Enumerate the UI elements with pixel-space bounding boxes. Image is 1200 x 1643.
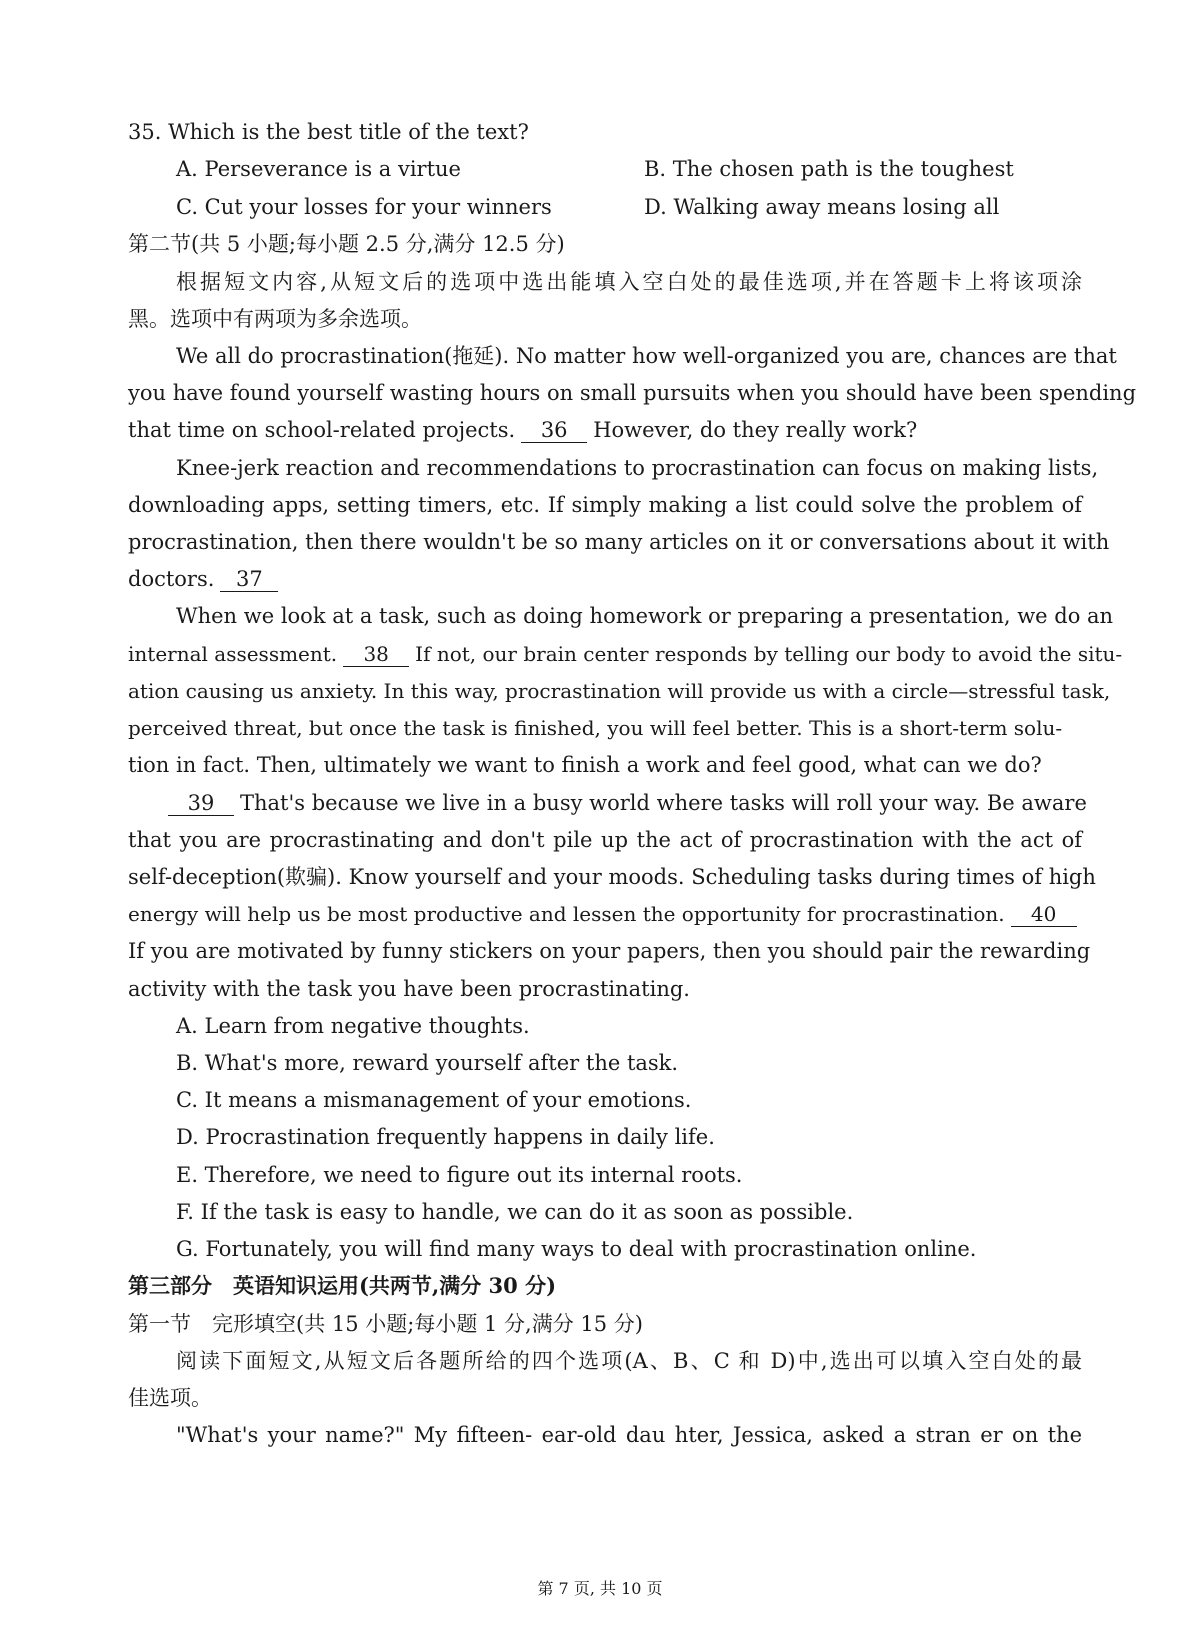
question-35-stem: 35. Which is the best title of the text?: [128, 120, 529, 144]
passage-text: that time on school-related projects.: [128, 418, 516, 442]
blank-38[interactable]: 38: [343, 642, 409, 667]
passage-line: We all do procrastination(拖延). No matter how well-organized you are, chances are that: [176, 344, 1117, 368]
blank-37[interactable]: 37: [220, 567, 278, 592]
part-3-instruction: 阅读下面短文,从短文后各题所给的四个选项(A、B、C 和 D)中,选出可以填入空白处的最: [176, 1349, 1082, 1373]
passage-line: perceived threat, but once the task is finished, you will feel better. This is a short-term solu-: [128, 716, 1063, 740]
passage-text: That's because we live in a busy world where tasks will roll your way. Be aware: [240, 791, 1087, 815]
answer-option-g: G. Fortunately, you will find many ways to deal with procrastination online.: [176, 1237, 977, 1261]
passage-line: If you are motivated by funny stickers on your papers, then you should pair the rewarding: [128, 939, 1091, 963]
passage-line: [128, 788, 1087, 818]
passage-line: self-deception(欺骗). Know yourself and your moods. Scheduling tasks during times of high: [128, 865, 1096, 889]
cloze-first-line: "What's your name?" My fifteen- ear-old dau hter, Jessica, asked a stran er on the: [176, 1423, 1082, 1447]
blank-40[interactable]: 40: [1011, 902, 1077, 927]
answer-option-c: C. It means a mismanagement of your emotions.: [176, 1088, 692, 1112]
passage-line: that you are procrastinating and don't pile up the act of procrastination with the act of: [128, 828, 1082, 852]
blank-36[interactable]: 36: [521, 418, 587, 443]
section-2-instruction: 根据短文内容,从短文后的选项中选出能填入空白处的最佳选项,并在答题卡上将该项涂: [176, 270, 1082, 294]
section-2-header: 第二节(共 5 小题;每小题 2.5 分,满分 12.5 分): [128, 232, 565, 256]
passage-text: However, do they really work?: [593, 418, 918, 442]
passage-line: [128, 564, 1082, 594]
page-footer: 第 7 页, 共 10 页: [537, 1579, 663, 1598]
option-35-d: D. Walking away means losing all: [644, 195, 1000, 219]
option-35-a: A. Perseverance is a virtue: [176, 157, 461, 181]
part-3-instruction-cont: 佳选项。: [128, 1386, 212, 1410]
option-35-b: B. The chosen path is the toughest: [644, 157, 1014, 181]
passage-text: internal assessment.: [128, 642, 338, 666]
answer-option-b: B. What's more, reward yourself after the task.: [176, 1051, 679, 1075]
section-2-instruction-cont: 黑。选项中有两项为多余选项。: [128, 307, 422, 331]
part-3-section-1-header: 第一节 完形填空(共 15 小题;每小题 1 分,满分 15 分): [128, 1312, 643, 1336]
passage-line: [128, 639, 1123, 669]
answer-option-e: E. Therefore, we need to figure out its internal roots.: [176, 1163, 743, 1187]
passage-line: Knee-jerk reaction and recommendations to procrastination can focus on making lists,: [176, 456, 1099, 480]
answer-option-f: F. If the task is easy to handle, we can do it as soon as possible.: [176, 1200, 854, 1224]
passage-line: downloading apps, setting timers, etc. If simply making a list could solve the problem of: [128, 493, 1082, 517]
passage-line: When we look at a task, such as doing homework or preparing a presentation, we do an: [176, 604, 1114, 628]
passage-text: energy will help us be most productive and lessen the opportunity for procrastination.: [128, 902, 1005, 926]
passage-line: [128, 415, 1082, 445]
passage-line: [128, 899, 1082, 929]
passage-line: activity with the task you have been procrastinating.: [128, 977, 690, 1001]
answer-option-a: A. Learn from negative thoughts.: [176, 1014, 530, 1038]
passage-line: you have found yourself wasting hours on small pursuits when you should have been spending: [128, 381, 1137, 405]
option-35-c: C. Cut your losses for your winners: [176, 195, 552, 219]
passage-line: tion in fact. Then, ultimately we want to finish a work and feel good, what can we do?: [128, 753, 1042, 777]
passage-text: doctors.: [128, 567, 215, 591]
passage-line: procrastination, then there wouldn't be so many articles on it or conversations about it with: [128, 530, 1110, 554]
part-3-header: 第三部分 英语知识运用(共两节,满分 30 分): [128, 1273, 557, 1298]
blank-39[interactable]: 39: [168, 791, 234, 816]
answer-option-d: D. Procrastination frequently happens in daily life.: [176, 1125, 715, 1149]
passage-line: ation causing us anxiety. In this way, procrastination will provide us with a circle—stressful task,: [128, 679, 1111, 703]
passage-text: If not, our brain center responds by telling our body to avoid the situ-: [415, 642, 1123, 666]
